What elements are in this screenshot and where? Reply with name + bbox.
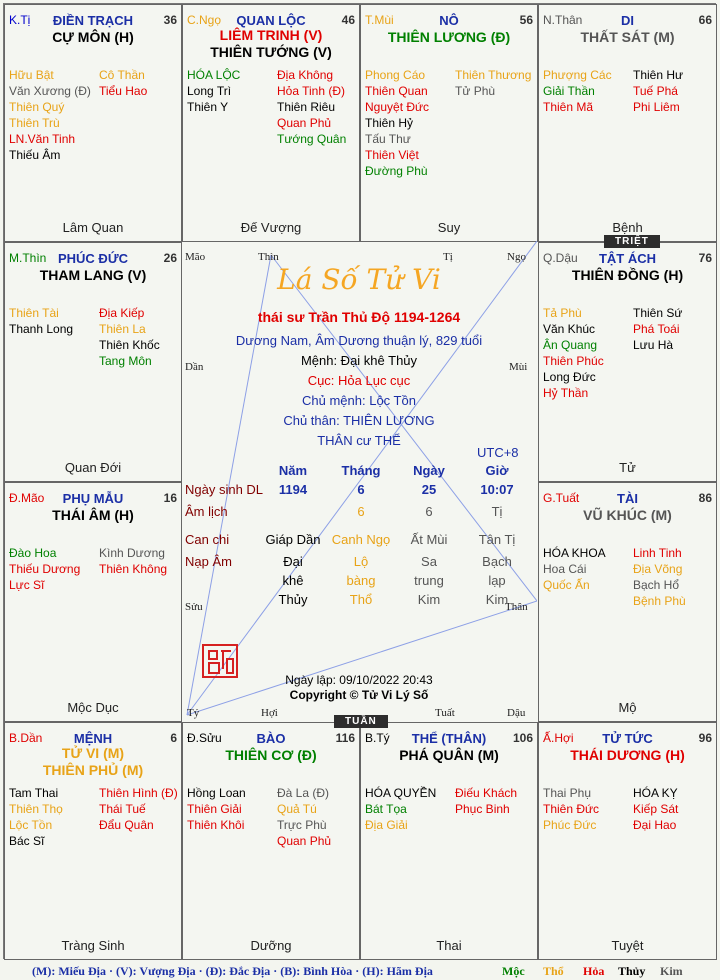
minor-star: Hỏa Tinh (Đ) xyxy=(277,84,346,98)
minor-star: Thiên Tài xyxy=(9,306,59,320)
stars-right-column xyxy=(99,305,189,369)
stars-left-column xyxy=(9,67,99,163)
minor-star: Thiên Y xyxy=(187,100,229,114)
minor-star: Phi Liêm xyxy=(633,100,680,114)
main-star: THIÊN PHỦ (M) xyxy=(42,762,144,778)
life-stage: Quan Đới xyxy=(64,460,122,475)
main-stars xyxy=(361,29,537,46)
minor-star: Văn Xương (Đ) xyxy=(9,84,91,98)
palace-age: 36 xyxy=(163,13,177,27)
minor-star: Điếu Khách xyxy=(455,786,518,800)
palace-age: 86 xyxy=(698,491,712,505)
minor-star: LN.Văn Tinh xyxy=(9,132,76,146)
minor-star: Nguyệt Đức xyxy=(365,100,430,114)
stars-right-column xyxy=(633,785,720,833)
minor-star: Thiên Giải xyxy=(187,802,242,816)
stars-right-column xyxy=(455,785,545,817)
stars-left-column xyxy=(365,67,455,179)
life-stage: Đế Vượng xyxy=(240,220,302,235)
stars-right-column xyxy=(633,545,720,609)
stars-right-column xyxy=(99,67,189,99)
main-stars xyxy=(5,267,181,284)
minor-star: Thiên Hình (Đ) xyxy=(99,786,178,800)
minor-star: Tam Thai xyxy=(9,786,59,800)
minor-star: HÓA LỘC xyxy=(187,68,241,82)
palace-header xyxy=(9,491,177,505)
life-stage: Thai xyxy=(436,938,462,953)
canchi-label: Can chi xyxy=(185,532,230,547)
stars-left-column xyxy=(9,785,99,849)
minor-star: Bát Tọa xyxy=(365,802,407,816)
main-stars xyxy=(539,29,716,46)
center-panel xyxy=(181,241,537,721)
main-star: PHÁ QUÂN (M) xyxy=(399,747,499,763)
minor-star: Thiên Quý xyxy=(9,100,65,114)
minor-star: Tuế Phá xyxy=(633,84,678,98)
minor-star: Linh Tinh xyxy=(633,546,682,560)
hdrs-cell: Tháng xyxy=(341,463,381,478)
dlrow-cell: 25 xyxy=(421,482,437,497)
cuc-line: Cục: Hỏa Lục cục xyxy=(307,373,411,388)
palace-header xyxy=(187,731,355,745)
triet-tag: TRIỆT xyxy=(604,235,660,248)
main-stars xyxy=(539,747,716,764)
palace-age: 16 xyxy=(163,491,177,505)
minor-star: Thai Phụ xyxy=(543,786,592,800)
palace-name: QUAN LỘC xyxy=(236,13,306,28)
minor-star: Thiên Thương xyxy=(455,68,532,82)
palace-quan-loc xyxy=(182,4,360,242)
palace-age: 56 xyxy=(519,13,533,27)
napam-word: Sa xyxy=(421,554,437,569)
palace-bao xyxy=(182,722,360,960)
main-star: THÁI ÂM (H) xyxy=(52,507,134,523)
palace-can-chi: C.Ngọ xyxy=(187,13,222,27)
palace-can-chi: B.Dần xyxy=(9,731,43,745)
alrow-cell: 6 xyxy=(425,504,433,519)
palace-header xyxy=(543,731,712,745)
minor-star: Địa Giải xyxy=(365,818,408,832)
palace-name: DI xyxy=(621,13,634,28)
minor-star: Lưu Hà xyxy=(633,338,674,352)
napam-word: Lộ xyxy=(353,554,369,569)
minor-star: Thiên Khôi xyxy=(187,818,245,832)
palace-name: TÀI xyxy=(617,491,638,506)
minor-star: Long Trì xyxy=(187,84,232,98)
branch-mao: Mão xyxy=(185,251,206,263)
palace-dien-trach xyxy=(4,4,182,242)
stars-right-column xyxy=(277,67,367,147)
minor-star: Địa Võng xyxy=(633,562,683,576)
legend-moc: Mộc xyxy=(502,964,525,978)
palace-can-chi: B.Tý xyxy=(365,731,390,745)
palace-can-chi: Ấ.Hợi xyxy=(543,731,574,745)
minor-star: Kiếp Sát xyxy=(633,802,679,816)
main-star: THIÊN TƯỚNG (V) xyxy=(210,44,332,60)
palace-header xyxy=(9,13,177,27)
branch-thin: Thìn xyxy=(258,251,279,263)
palace-name: TỬ TỨC xyxy=(602,731,653,746)
dlrow-cell: 6 xyxy=(357,482,365,497)
palace-name: PHÚC ĐỨC xyxy=(57,251,128,266)
legend-hoa: Hỏa xyxy=(583,964,605,978)
palace-name: PHỤ MẪU xyxy=(62,491,124,506)
minor-star: Tử Phù xyxy=(455,84,496,98)
palace-header xyxy=(365,731,533,745)
palace-name: MỆNH xyxy=(73,731,113,746)
al-label: Âm lịch xyxy=(185,504,228,519)
minor-star: Hỷ Thần xyxy=(543,386,589,400)
minor-star: Lực Sĩ xyxy=(9,578,45,592)
minor-star: Thiên Hư xyxy=(633,68,684,82)
branch-ngo: Ngọ xyxy=(507,251,526,263)
main-stars xyxy=(5,29,181,46)
napam-word: Thủy xyxy=(278,592,308,607)
palace-tat-ach xyxy=(538,242,717,482)
stars-right-column xyxy=(633,67,720,115)
minor-star: HÓA KHOA xyxy=(543,546,606,560)
minor-star: Thiên Hỷ xyxy=(365,116,414,130)
main-star: THIÊN LƯƠNG (Đ) xyxy=(387,29,511,45)
line-thin-than xyxy=(271,255,537,601)
ccrow-cell: Canh Ngọ xyxy=(331,532,391,547)
minor-star: Phục Binh xyxy=(455,802,510,816)
palace-age: 46 xyxy=(341,13,355,27)
stars-right-column xyxy=(633,305,720,353)
life-stage: Bệnh xyxy=(612,220,643,235)
minor-star: Địa Kiếp xyxy=(99,306,145,320)
palace-can-chi: N.Thân xyxy=(543,13,583,27)
napam-word: khê xyxy=(282,573,304,588)
minor-star: Trực Phù xyxy=(277,818,327,832)
ccrow-cell: Giáp Dần xyxy=(265,532,321,547)
minor-star: Thiên Phúc xyxy=(543,354,604,368)
subject-name: thái sư Trần Thủ Độ 1194-1264 xyxy=(257,309,461,325)
minor-star: Long Đức xyxy=(543,370,596,384)
napam-label: Nạp Âm xyxy=(185,554,232,569)
legend-text: (M): Miếu Địa · (V): Vượng Địa · (Đ): Đắc Địa · (B): Bình Hòa · (H): Hãm Địa xyxy=(32,964,433,978)
minor-star: Đường Phù xyxy=(365,164,428,178)
life-stage: Suy xyxy=(437,220,461,235)
hdrs-cell: Giờ xyxy=(485,463,509,478)
than-cu-line: THÂN cư THỂ xyxy=(317,433,401,448)
created-date: Ngày lập: 09/10/2022 20:43 xyxy=(285,673,433,687)
palace-phu-mau xyxy=(4,482,182,722)
napam-word: Đại xyxy=(283,554,303,569)
palace-header xyxy=(9,731,177,745)
hdrs-cell: Năm xyxy=(278,463,308,478)
palace-name: ĐIỀN TRẠCH xyxy=(52,13,134,28)
minor-star: Thiếu Âm xyxy=(9,148,61,162)
legend-tho: Thổ xyxy=(543,964,564,978)
minor-star: Thiên Quan xyxy=(365,84,428,98)
minor-star: Thiên Việt xyxy=(365,148,419,162)
branch-mui: Mùi xyxy=(509,361,528,373)
stars-right-column xyxy=(277,785,367,849)
minor-star: Tả Phù xyxy=(543,306,582,320)
main-star: VŨ KHÚC (M) xyxy=(583,507,672,523)
minor-star: Phá Toái xyxy=(633,322,680,336)
main-stars xyxy=(5,745,181,779)
minor-star: Kình Dương xyxy=(99,546,165,560)
dlrow-cell: 10:07 xyxy=(480,482,514,497)
minor-star: Quả Tú xyxy=(277,802,317,816)
palace-tai xyxy=(538,482,717,722)
stars-left-column xyxy=(9,545,99,593)
palace-age: 76 xyxy=(698,251,712,265)
main-stars xyxy=(539,507,716,524)
main-star: THIÊN CƠ (Đ) xyxy=(225,747,317,763)
palace-header xyxy=(365,13,533,27)
gender-line: Dương Nam, Âm Dương thuận lý, 829 tuổi xyxy=(235,333,483,348)
palace-can-chi: Đ.Sửu xyxy=(187,731,222,745)
palace-can-chi: G.Tuất xyxy=(543,491,580,505)
palace-header xyxy=(543,13,712,27)
menh-line: Mệnh: Đại khê Thủy xyxy=(300,353,418,368)
minor-star: Phong Cáo xyxy=(365,68,426,82)
chu-than-line: Chủ thân: THIÊN LƯƠNG xyxy=(283,413,435,428)
palace-age: 96 xyxy=(698,731,712,745)
palace-name: NÔ xyxy=(439,13,459,28)
legend-bar xyxy=(0,962,720,980)
palace-age: 116 xyxy=(335,731,355,745)
palace-phuc-duc xyxy=(4,242,182,482)
life-stage: Tuyệt xyxy=(611,938,644,953)
main-stars xyxy=(361,747,537,764)
branch-hoi: Hợi xyxy=(261,707,278,719)
stars-left-column xyxy=(543,305,633,401)
minor-star: Đẩu Quân xyxy=(99,818,154,832)
minor-star: Tiểu Hao xyxy=(99,84,148,98)
main-star: CỰ MÔN (H) xyxy=(52,29,134,45)
minor-star: Văn Khúc xyxy=(543,322,596,336)
palace-age: 106 xyxy=(512,731,533,745)
palace-age: 26 xyxy=(163,251,177,265)
alrow-cell: 6 xyxy=(357,504,365,519)
palace-can-chi: Đ.Mão xyxy=(9,491,45,505)
palace-age: 6 xyxy=(170,731,177,745)
main-stars xyxy=(5,507,181,524)
palace-header xyxy=(187,13,355,27)
palace-no xyxy=(360,4,538,242)
minor-star: Thiên La xyxy=(99,322,146,336)
minor-star: Thiên Riêu xyxy=(277,100,336,114)
minor-star: Giải Thần xyxy=(543,84,595,98)
palace-di xyxy=(538,4,717,242)
ccrow-cell: Ất Mùi xyxy=(410,532,448,547)
main-star: THÁI DƯƠNG (H) xyxy=(570,747,685,763)
palace-header xyxy=(9,251,177,265)
palace-name: BÀO xyxy=(256,731,286,746)
palace-tu-tuc xyxy=(538,722,717,960)
minor-star: Thiên Trù xyxy=(9,116,60,130)
branch-dau: Dậu xyxy=(507,707,526,719)
palace-name: THỂ (THÂN) xyxy=(411,731,487,746)
minor-star: Hữu Bật xyxy=(9,68,54,82)
life-stage: Dưỡng xyxy=(250,938,292,953)
tuan-tag: TUẦN xyxy=(334,715,388,728)
stars-left-column xyxy=(543,67,633,115)
minor-star: Tướng Quân xyxy=(277,132,347,146)
life-stage: Lâm Quan xyxy=(62,220,124,235)
minor-star: Quan Phủ xyxy=(277,116,332,130)
minor-star: Tang Môn xyxy=(99,354,152,368)
minor-star: HÓA QUYỀN xyxy=(365,786,437,800)
stars-right-column xyxy=(455,67,545,99)
minor-star: Bác Sĩ xyxy=(9,834,45,848)
copyright: Copyright © Tử Vi Lý Số xyxy=(289,688,429,702)
minor-star: Thiên Thọ xyxy=(9,802,63,816)
main-star: LIÊM TRINH (V) xyxy=(219,27,323,43)
branch-ty: Tý xyxy=(187,707,200,719)
legend-kim: Kim xyxy=(660,964,683,978)
stars-left-column xyxy=(543,545,633,593)
minor-star: Hoa Cái xyxy=(543,562,587,576)
minor-star: Hồng Loan xyxy=(187,786,246,800)
napam-word: lạp xyxy=(488,573,506,588)
main-stars xyxy=(183,747,359,764)
palace-header xyxy=(543,251,712,265)
minor-star: Đào Hoa xyxy=(9,546,57,560)
hdrs-cell: Ngày xyxy=(413,463,445,478)
main-stars xyxy=(183,27,359,61)
stars-left-column xyxy=(9,305,99,337)
branch-than: Thân xyxy=(505,601,528,613)
chart-title: Lá Số Tử Vi xyxy=(277,263,441,296)
stars-right-column xyxy=(99,545,189,577)
minor-star: Phượng Các xyxy=(543,68,612,82)
palace-age: 66 xyxy=(698,13,712,27)
stars-left-column xyxy=(187,67,277,115)
minor-star: HÓA KỴ xyxy=(633,786,678,800)
branch-ti: Tị xyxy=(443,251,453,263)
napam-word: Thổ xyxy=(349,592,373,607)
minor-star: Thanh Long xyxy=(9,322,74,336)
life-stage: Tràng Sinh xyxy=(61,938,125,953)
napam-word: trung xyxy=(414,573,444,588)
main-star: TỬ VI (M) xyxy=(61,745,125,761)
main-star: THIÊN ĐỒNG (H) xyxy=(571,267,684,283)
stars-right-column xyxy=(99,785,189,833)
minor-star: Ân Quang xyxy=(543,338,598,352)
minor-star: Thiên Khốc xyxy=(99,338,160,352)
napam-word: bàng xyxy=(346,573,376,588)
minor-star: Thiên Không xyxy=(99,562,168,576)
minor-star: Đà La (Đ) xyxy=(277,786,330,800)
minor-star: Quốc Ấn xyxy=(543,578,590,592)
minor-star: Thiên Sứ xyxy=(633,306,683,320)
minor-star: Thiên Đức xyxy=(543,802,600,816)
palace-can-chi: M.Thìn xyxy=(9,251,47,265)
minor-star: Tấu Thư xyxy=(365,132,411,146)
branch-suu: Sửu xyxy=(185,601,203,613)
life-stage: Mộc Dục xyxy=(67,700,119,715)
palace-the-than xyxy=(360,722,538,960)
minor-star: Thiếu Dương xyxy=(9,562,81,576)
napam-word: Kim xyxy=(485,592,509,607)
life-stage: Mộ xyxy=(618,700,637,715)
minor-star: Thái Tuế xyxy=(99,802,146,816)
palace-name: TẬT ÁCH xyxy=(598,251,657,266)
minor-star: Thiên Mã xyxy=(543,100,594,114)
legend-thuy: Thủy xyxy=(618,964,646,978)
main-star: THAM LANG (V) xyxy=(39,267,147,283)
branch-tuat: Tuất xyxy=(435,707,455,719)
minor-star: Đại Hao xyxy=(633,818,677,832)
minor-star: Cô Thần xyxy=(99,68,145,82)
minor-star: Quan Phủ xyxy=(277,834,332,848)
minor-star: Địa Không xyxy=(277,68,334,82)
stars-left-column xyxy=(543,785,633,833)
palace-header xyxy=(543,491,712,505)
branch-dan: Dần xyxy=(185,361,204,373)
napam-word: Bạch xyxy=(482,554,512,569)
main-stars xyxy=(539,267,716,284)
utc-label: UTC+8 xyxy=(477,445,519,460)
napam-word: Kim xyxy=(417,592,441,607)
stars-left-column xyxy=(365,785,455,833)
palace-can-chi: Q.Dậu xyxy=(543,251,578,265)
chu-menh-line: Chủ mệnh: Lộc Tồn xyxy=(302,393,416,408)
minor-star: Phúc Đức xyxy=(543,818,597,832)
stars-left-column xyxy=(187,785,277,833)
palace-menh xyxy=(4,722,182,960)
alrow-cell: Tị xyxy=(491,504,503,519)
palace-can-chi: T.Mùi xyxy=(365,13,394,27)
life-stage: Tử xyxy=(619,460,636,475)
palace-can-chi: K.Tị xyxy=(9,13,31,27)
minor-star: Lộc Tồn xyxy=(9,818,53,832)
dlrow-cell: 1194 xyxy=(278,482,308,497)
minor-star: Bệnh Phù xyxy=(633,594,686,608)
dl-label: Ngày sinh DL xyxy=(185,482,264,497)
minor-star: Bạch Hổ xyxy=(633,578,680,592)
main-star: THẤT SÁT (M) xyxy=(580,29,675,45)
ccrow-cell: Tân Tị xyxy=(478,532,516,547)
